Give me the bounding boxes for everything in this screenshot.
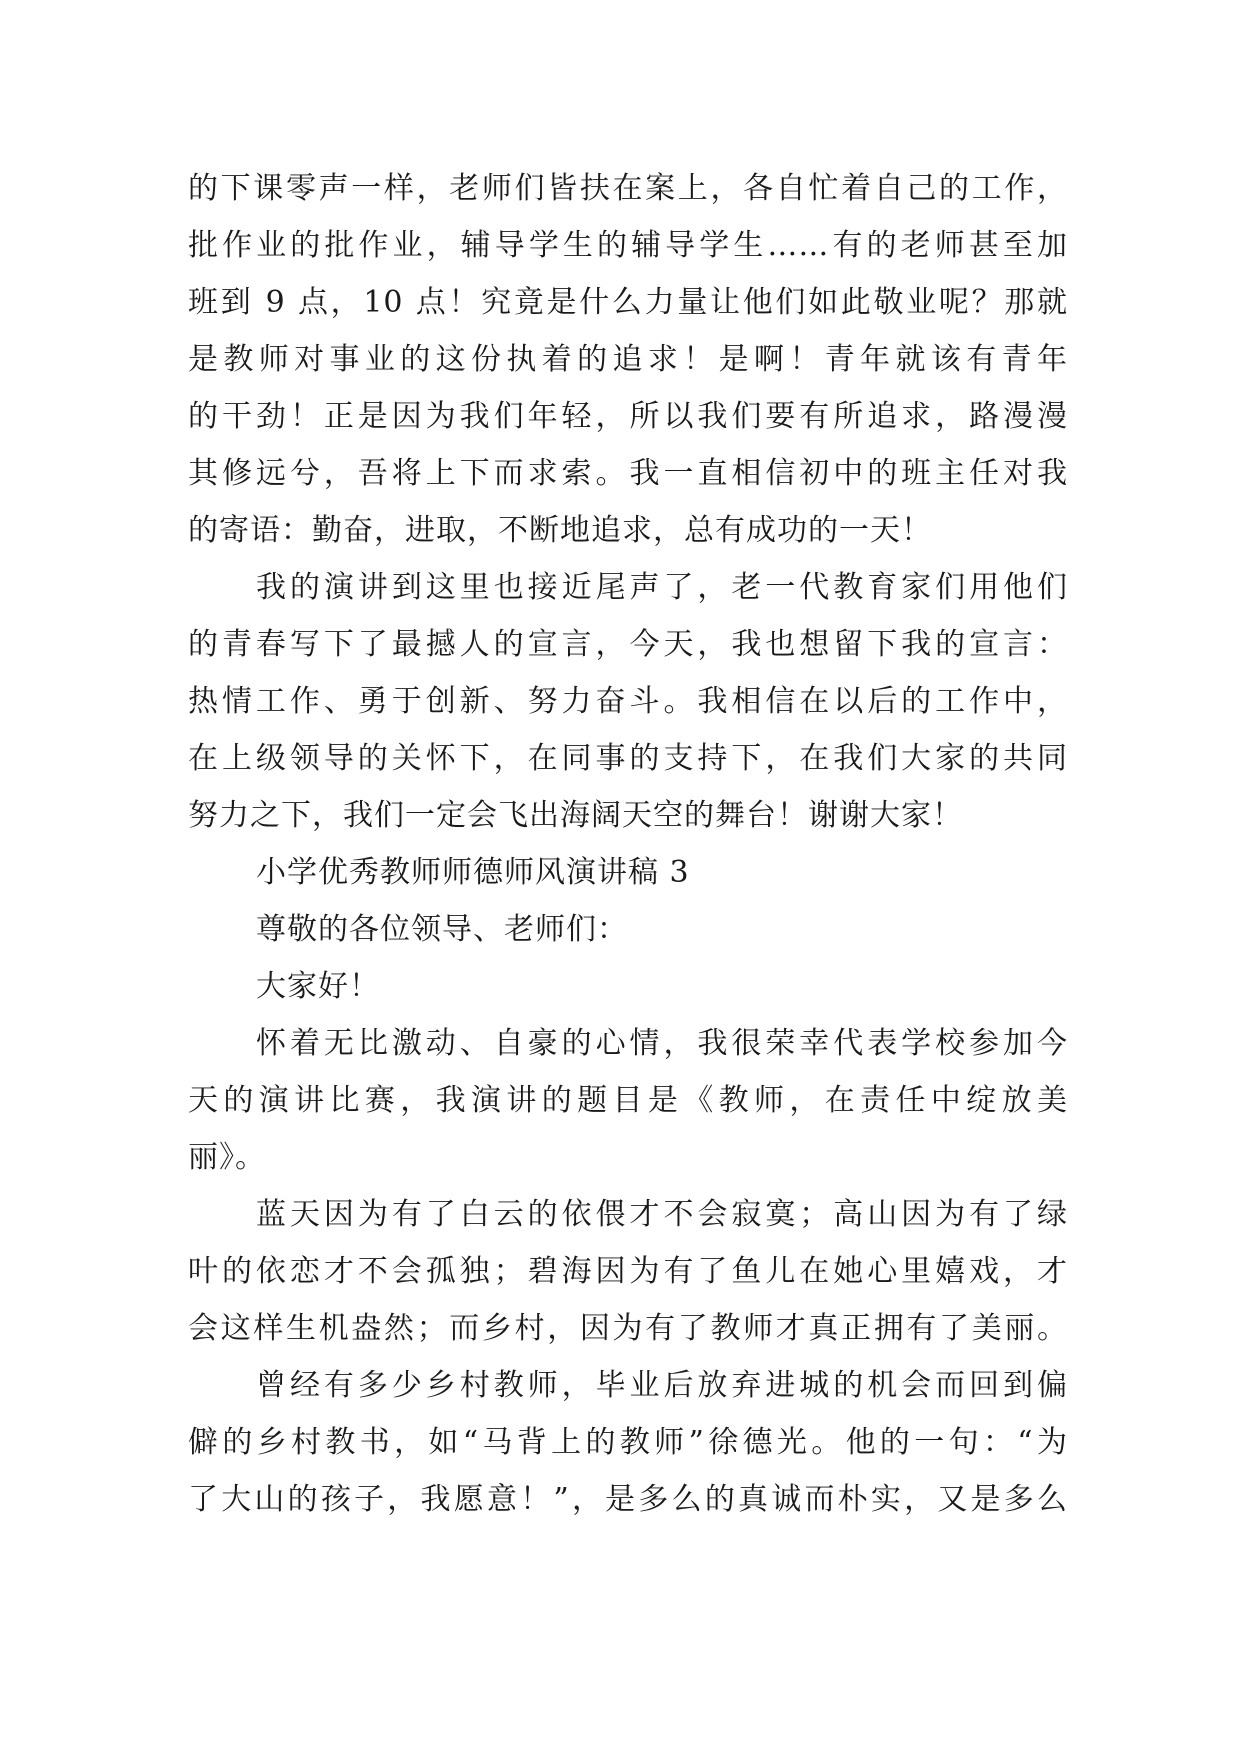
text-line: 蓝天因为有了白云的依偎才不会寂寞；高山因为有了绿 <box>256 1197 1068 1232</box>
body-text <box>188 160 1068 1528</box>
text-line: 的下课零声一样，老师们皆扶在案上，各自忙着自己的工作， <box>188 171 1068 206</box>
text-line: 怀着无比激动、自豪的心情，我很荣幸代表学校参加今 <box>256 1026 1068 1061</box>
text-line: 是教师对事业的这份执着的追求！是啊！青年就该有青年 <box>188 342 1068 377</box>
text-line: 在上级领导的关怀下，在同事的支持下，在我们大家的共同 <box>188 741 1068 776</box>
text-line: 努力之下，我们一定会飞出海阔天空的舞台！谢谢大家！ <box>188 798 963 833</box>
text-line: 天的演讲比赛，我演讲的题目是《教师，在责任中绽放美 <box>188 1083 1068 1118</box>
text-line: 批作业的批作业，辅导学生的辅导学生……有的老师甚至加 <box>188 228 1068 263</box>
text-line: 的青春写下了最撼人的宣言，今天，我也想留下我的宣言： <box>188 627 1068 662</box>
text-line: 会这样生机盎然；而乡村，因为有了教师才真正拥有了美丽。 <box>188 1311 1068 1346</box>
text-line: 班到 9 点，10 点！究竟是什么力量让他们如此敬业呢？那就 <box>188 285 1068 320</box>
text-line: 僻的乡村教书，如“马背上的教师”徐德光。他的一句：“为 <box>188 1425 1068 1460</box>
text-line: 了大山的孩子，我愿意！”，是多么的真诚而朴实，又是多么 <box>188 1482 1068 1517</box>
text-line: 丽》。 <box>188 1140 266 1175</box>
text-line: 小学优秀教师师德师风演讲稿 3 <box>256 855 690 890</box>
text-line: 热情工作、勇于创新、努力奋斗。我相信在以后的工作中， <box>188 684 1068 719</box>
text-line: 叶的依恋才不会孤独；碧海因为有了鱼儿在她心里嬉戏，才 <box>188 1254 1068 1289</box>
text-line: 大家好！ <box>256 969 380 1004</box>
text-line: 的干劲！正是因为我们年轻，所以我们要有所追求，路漫漫 <box>188 399 1068 434</box>
text-line: 其修远兮，吾将上下而求索。我一直相信初中的班主任对我 <box>188 456 1068 491</box>
text-line: 尊敬的各位领导、老师们： <box>256 912 628 947</box>
text-line: 我的演讲到这里也接近尾声了，老一代教育家们用他们 <box>256 570 1068 605</box>
text-line: 的寄语：勤奋，进取，不断地追求，总有成功的一天！ <box>188 513 932 548</box>
text-line: 曾经有多少乡村教师，毕业后放弃进城的机会而回到偏 <box>256 1368 1068 1403</box>
